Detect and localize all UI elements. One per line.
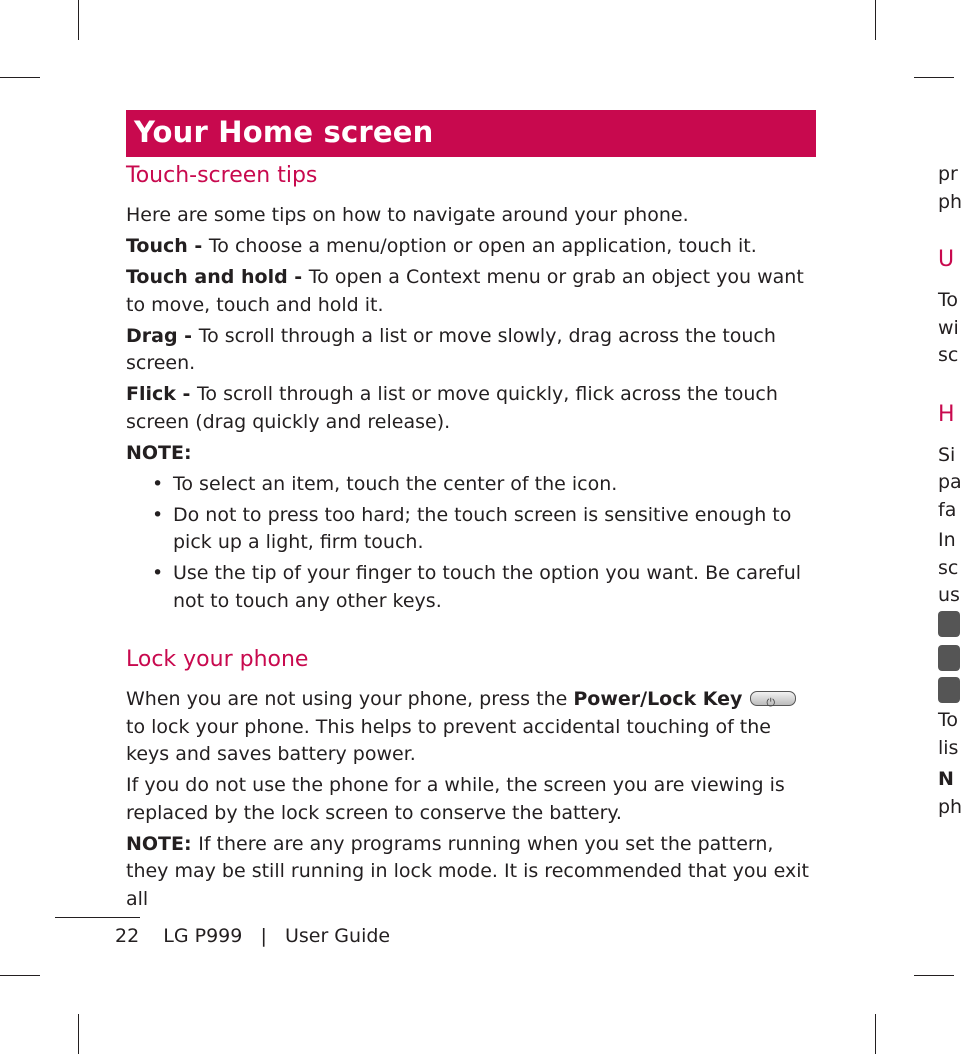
next-page-fragment <box>938 160 962 820</box>
tip-touch <box>126 233 816 261</box>
tip-term: Touch - <box>126 235 209 257</box>
crop-mark <box>914 975 954 976</box>
note-text: If there are any programs running when you set the pattern, they may be still running in lock mode. It is recommended that you exit all <box>126 832 809 910</box>
fragment-text: N <box>938 768 954 790</box>
fragment-text: In <box>938 529 956 551</box>
note-text: Do not to press too hard; the touch screen is sensitive enough to pick up a light, firm touch. <box>173 503 792 553</box>
tip-text: To open a Context menu or grab an object you want to move, touch and hold it. <box>126 266 804 316</box>
fragment-text: To <box>938 709 959 731</box>
fragment-text: us <box>938 584 960 606</box>
note-text: Use the tip of your finger to touch the option you want. Be careful not to touch any other keys. <box>173 562 802 612</box>
bullet-icon: • <box>152 562 164 584</box>
power-lock-key-label: Power/Lock Key <box>573 688 743 710</box>
tip-text: To scroll through a list or move quickly, flick across the touch screen (drag quickly and release). <box>126 383 778 433</box>
bullet-icon: • <box>152 472 164 495</box>
note-label: NOTE: <box>126 441 192 464</box>
crop-mark <box>0 975 40 976</box>
note-text: To select an item, touch the center of the icon. <box>173 472 618 495</box>
fragment-heading: U <box>938 247 955 272</box>
crop-mark <box>78 1014 79 1054</box>
fragment-text: Si <box>938 444 956 466</box>
fragment-text: To <box>938 289 959 311</box>
tip-flick <box>126 381 816 436</box>
list-item <box>126 560 816 615</box>
tip-text: To choose a menu/option or open an application, touch it. <box>208 235 757 257</box>
fragment-heading: H <box>938 402 955 427</box>
crop-mark <box>875 1014 876 1054</box>
fragment-text: ph <box>938 796 962 818</box>
crop-mark <box>875 0 876 40</box>
list-item <box>126 471 816 499</box>
browser-icon <box>938 677 960 703</box>
lock-phone-section <box>126 645 816 917</box>
crop-mark <box>78 0 79 40</box>
note-label: NOTE: <box>126 832 199 855</box>
lock-phone-paragraph-1 <box>126 686 816 769</box>
tip-term: Drag - <box>126 324 199 347</box>
tip-text: To scroll through a list or move slowly, drag across the touch screen. <box>126 324 776 374</box>
app-icon <box>938 611 960 637</box>
fragment-text: ph <box>938 191 962 213</box>
touch-tips-heading: Touch-screen tips <box>126 163 318 188</box>
footer <box>115 925 390 947</box>
model-name: LG P999 <box>163 925 243 947</box>
fragment-text: lis <box>938 737 959 759</box>
lock-phone-note <box>126 831 816 914</box>
tip-drag <box>126 323 816 378</box>
fragment-text: pa <box>938 471 962 493</box>
app-grid-icon <box>938 645 960 671</box>
footer-separator: | <box>260 925 267 947</box>
tip-touch-and-hold <box>126 264 816 319</box>
tip-term: Touch and hold - <box>126 266 309 288</box>
lock-text: to lock your phone. This helps to prevent accidental touching of the keys and saves battery power. <box>126 715 771 765</box>
guide-title: User Guide <box>284 925 391 947</box>
note-list <box>126 471 816 616</box>
fragment-text: wi <box>938 317 959 339</box>
fragment-text: fa <box>938 499 957 521</box>
tip-term: Flick - <box>126 383 198 405</box>
crop-mark <box>914 77 954 78</box>
lock-phone-heading: Lock your phone <box>126 647 309 672</box>
lock-phone-paragraph-2: If you do not use the phone for a while, the screen you are viewing is replaced by the lock screen to conserve the battery. <box>126 774 785 824</box>
footer-rule <box>55 917 140 918</box>
fragment-text: pr <box>938 163 958 185</box>
page-title: Your Home screen <box>134 115 434 149</box>
bullet-icon: • <box>152 503 164 526</box>
touch-tips-intro: Here are some tips on how to navigate around your phone. <box>126 204 689 226</box>
touch-tips-section <box>126 161 816 619</box>
crop-mark <box>0 77 40 78</box>
fragment-text: sc <box>938 557 959 579</box>
list-item <box>126 502 816 557</box>
page-number: 22 <box>115 925 140 947</box>
power-lock-key-icon <box>750 691 796 706</box>
title-banner <box>126 110 816 157</box>
fragment-text: sc <box>938 344 959 366</box>
lock-text: When you are not using your phone, press the <box>126 688 574 710</box>
